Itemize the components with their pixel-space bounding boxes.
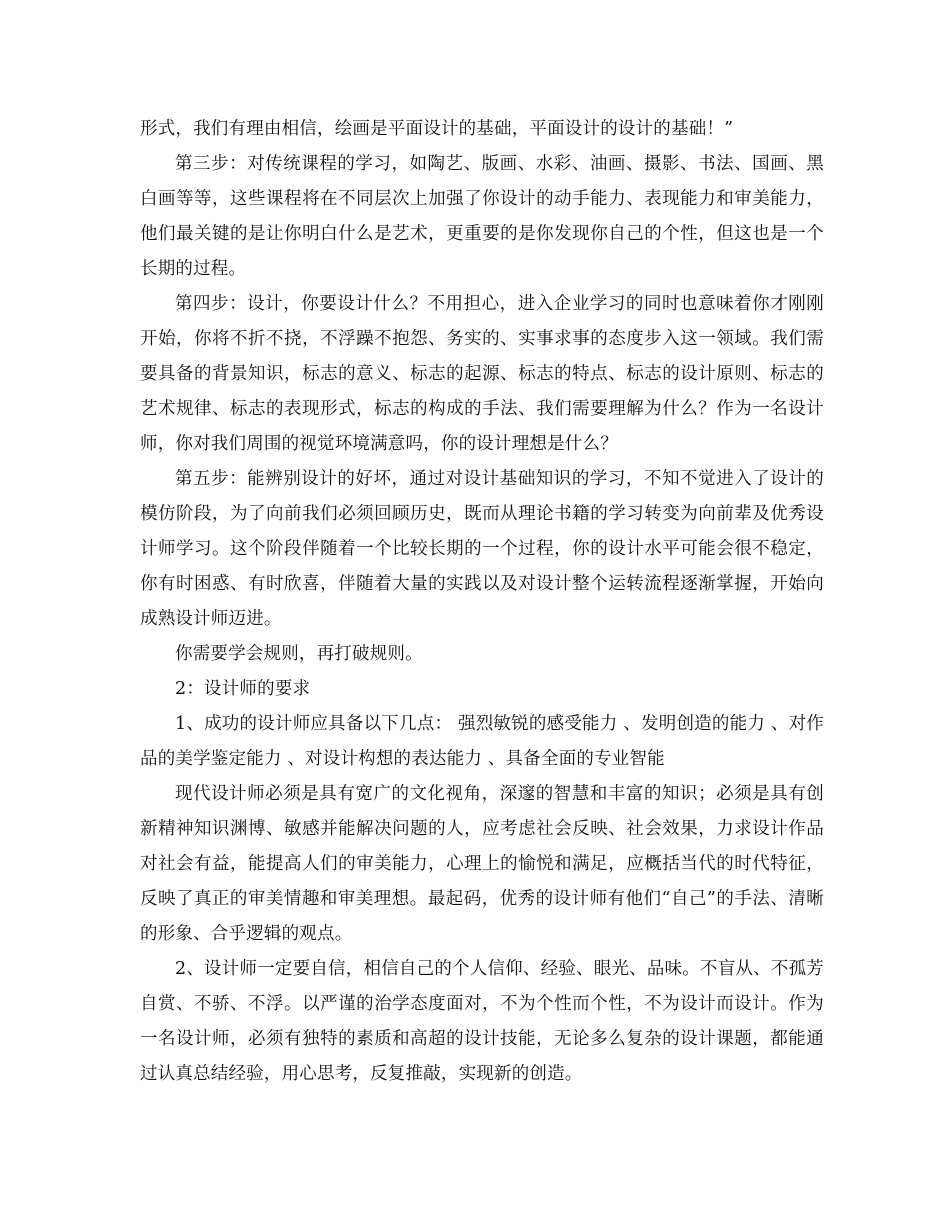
paragraph-step-five: 第五步：能辨别设计的好坏，通过对设计基础知识的学习，不知不觉进入了设计的模仿阶段，为了向前我们必须回顾历史，既而从理论书籍的学习转变为向前辈及优秀设计师学习。这个阶段伴随着一个比较长期的一个过程，你的设计水平可能会很不稳定，你有时困惑、有时欣喜，伴随着大量的实践以及对设计整个运转流程逐渐掌握，开始向成熟设计师迈进。 — [140, 469, 824, 629]
paragraph-step-three: 第三步：对传统课程的学习，如陶艺、版画、水彩、油画、摄影、书法、国画、黑白画等等，这些课程将在不同层次上加强了你设计的动手能力、表现能力和审美能力，他们最关键的是让你明白什么是艺术，更重要的是你发现你自己的个性，但这也是一个长期的过程。 — [140, 154, 824, 279]
paragraph-requirement-two: 2、设计师一定要自信，相信自己的个人信仰、经验、眼光、品味。不盲从、不孤芳自赏、不骄、不浮。以严谨的治学态度面对，不为个性而个性，不为设计而设计。作为一名设计师，必须有独特的素质和高超的设计技能，无论多么复杂的设计课题，都能通过认真总结经验，用心思考，反复推敲，实现新的创造。 — [140, 959, 824, 1084]
document-body — [140, 112, 824, 1092]
paragraph-requirement-one: 1、成功的设计师应具备以下几点： 强烈敏锐的感受能力 、发明创造的能力 、对作品的美学鉴定能力 、对设计构想的表达能力 、具备全面的专业智能 — [140, 714, 824, 769]
paragraph-rules: 你需要学会规则，再打破规则。 — [175, 644, 423, 664]
paragraph-continuation: 形式，我们有理由相信，绘画是平面设计的基础，平面设计的设计的基础！” — [140, 119, 734, 139]
section-heading-designer-requirements: 2：设计师的要求 — [175, 679, 311, 699]
paragraph-step-four: 第四步：设计，你要设计什么？不用担心，进入企业学习的同时也意味着你才刚刚开始，你将不折不挠，不浮躁不抱怨、务实的、实事求事的态度步入这一领域。我们需要具备的背景知识，标志的意义、标志的起源、标志的特点、标志的设计原则、标志的艺术规律、标志的表现形式，标志的构成的手法、我们需要理解为什么？作为一名设计师，你对我们周围的视觉环境满意吗，你的设计理想是什么？ — [140, 294, 824, 454]
paragraph-modern-designer: 现代设计师必须是具有宽广的文化视角，深邃的智慧和丰富的知识；必须是具有创新精神知识渊博、敏感并能解决问题的人，应考虑社会反映、社会效果，力求设计作品对社会有益，能提高人们的审美能力，心理上的愉悦和满足，应概括当代的时代特征，反映了真正的审美情趣和审美理想。最起码，优秀的设计师有他们“自己”的手法、清晰的形象、合乎逻辑的观点。 — [140, 784, 824, 944]
